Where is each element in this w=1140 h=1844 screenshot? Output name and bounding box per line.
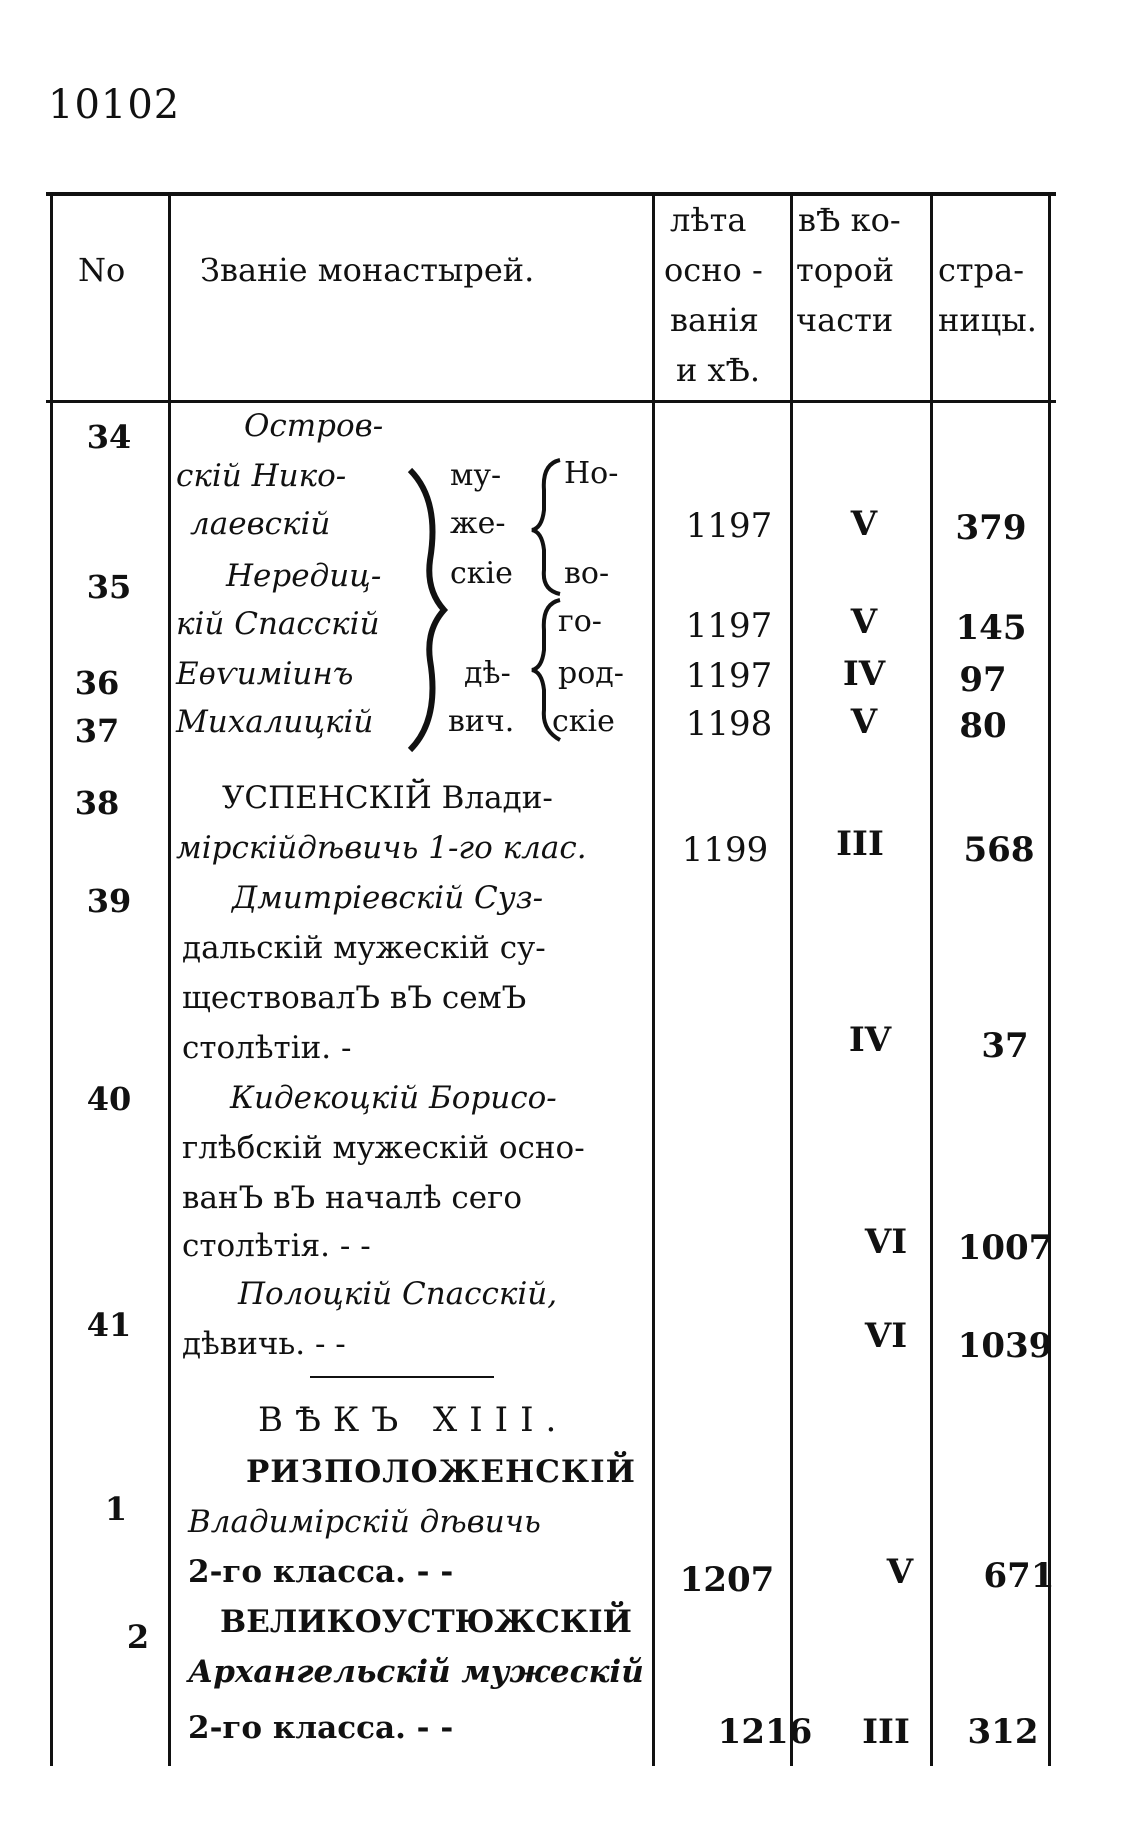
row-name-line: скій Нико-	[176, 458, 347, 494]
right-brace-shape	[530, 450, 564, 750]
row-name-line: 2-го класса. - -	[188, 1554, 454, 1590]
row-part: III	[836, 824, 884, 864]
row-name-line: Архангельскій мужескій	[188, 1654, 644, 1690]
row-name-line: дальскій мужескій су-	[182, 930, 546, 966]
row-name-line: Владимірскій дѣвичь	[188, 1504, 541, 1540]
row-name-line: Нередиц-	[226, 558, 382, 594]
group-right-line: Но-	[564, 456, 619, 491]
row-name-line: столѣтія. - -	[182, 1228, 371, 1264]
row-year: 1216	[717, 1712, 813, 1752]
row-year: 1207	[679, 1560, 775, 1600]
row-no: 2	[126, 1618, 150, 1656]
row-page: 1039	[957, 1326, 1053, 1366]
row-no: 41	[86, 1306, 132, 1344]
header-col-part-3: части	[796, 301, 894, 339]
row-no: 39	[86, 882, 132, 920]
row-no: 35	[86, 568, 132, 606]
row-part: V	[850, 602, 878, 642]
group-right-line: скіе	[552, 704, 615, 739]
row-name-line: Остров-	[244, 408, 384, 444]
row-name-line: кій Спасскій	[176, 606, 380, 642]
row-name-line: 2-го класса. - -	[188, 1710, 454, 1746]
header-col-year-4: и хѢ.	[676, 351, 761, 389]
row-name-line: Дмитріевскій Суз-	[232, 880, 544, 916]
left-bracket-shape	[400, 460, 450, 760]
col-rule-name	[168, 196, 171, 1766]
header-col-name: Званіе монастырей.	[200, 251, 535, 289]
header-col-year-3: ванія	[670, 301, 759, 339]
header-col-year-2: осно -	[664, 251, 763, 289]
table-top-rule	[46, 192, 1056, 196]
row-part: V	[850, 702, 878, 742]
row-year: 1197	[685, 506, 773, 546]
row-no: 38	[74, 784, 120, 822]
row-year: 1197	[685, 606, 773, 646]
section-title: ВѢКЪ XIII.	[258, 1400, 569, 1440]
group-right-line: во-	[564, 556, 610, 591]
row-part: V	[886, 1552, 914, 1592]
col-rule-part	[790, 196, 793, 1766]
row-page: 80	[959, 706, 1007, 746]
row-name-line: мірскійдѣвичь 1-го клас.	[176, 830, 587, 866]
row-page: 379	[955, 508, 1027, 548]
row-name-line: глѣбскій мужескій осно-	[182, 1130, 585, 1166]
row-name-line: дѣвичь. - -	[182, 1326, 346, 1362]
row-name-line: РИЗПОЛОЖЕНСКІЙ	[246, 1454, 636, 1490]
row-page: 671	[983, 1556, 1055, 1596]
row-part: VI	[864, 1316, 908, 1356]
group-center-line: скіе	[450, 556, 513, 591]
row-name-line: Еѳѵиміинъ	[176, 656, 354, 692]
group-center-line: же-	[450, 506, 506, 541]
page-number: 10102	[48, 82, 181, 128]
row-page: 145	[955, 608, 1027, 648]
row-name-line: ществовалЪ вЪ семЪ	[182, 980, 527, 1016]
row-part: III	[862, 1712, 910, 1752]
section-separator	[310, 1376, 494, 1378]
group-right-line: го-	[558, 604, 602, 639]
col-rule-year	[652, 196, 655, 1766]
row-name-line: столѣтіи. -	[182, 1030, 352, 1066]
row-name-line: ванЪ вЪ началѣ сего	[182, 1180, 522, 1216]
row-no: 36	[74, 664, 120, 702]
col-rule-page	[930, 196, 933, 1766]
row-name-line: ВЕЛИКОУСТЮЖСКІЙ	[220, 1604, 632, 1640]
header-col-no: No	[78, 251, 126, 289]
row-no: 40	[86, 1080, 132, 1118]
header-col-page-2: ницы.	[938, 301, 1037, 339]
header-col-page-1: стра-	[938, 251, 1024, 289]
group-right-line: род-	[558, 656, 624, 691]
row-page: 97	[959, 660, 1007, 700]
row-part: IV	[848, 1020, 892, 1060]
row-no: 37	[74, 712, 120, 750]
header-col-year-1: лѣта	[670, 201, 747, 239]
table-left-rule	[50, 196, 53, 1766]
row-part: VI	[864, 1222, 908, 1262]
row-year: 1199	[681, 830, 769, 870]
row-year: 1197	[685, 656, 773, 696]
row-name-line: УСПЕНСКІЙ Влади-	[222, 780, 553, 816]
row-part: V	[850, 504, 878, 544]
row-page: 37	[981, 1026, 1029, 1066]
row-page: 1007	[957, 1228, 1053, 1268]
header-col-part-2: торой	[796, 251, 895, 289]
group-center-line: вич.	[448, 704, 515, 739]
row-page: 312	[967, 1712, 1039, 1752]
row-part: IV	[842, 654, 886, 694]
header-col-part-1: вѢ ко-	[798, 201, 901, 239]
row-name-line: Полоцкій Спасскій,	[238, 1276, 558, 1312]
row-name-line: Кидекоцкій Борисо-	[230, 1080, 557, 1116]
row-year: 1198	[685, 704, 773, 744]
row-no: 34	[86, 418, 132, 456]
group-center-line: му-	[450, 458, 502, 493]
row-name-line: лаевскій	[190, 506, 331, 542]
row-no: 1	[104, 1490, 128, 1528]
row-page: 568	[963, 830, 1035, 870]
header-bottom-rule	[46, 400, 1056, 403]
table-right-rule	[1048, 196, 1051, 1766]
row-name-line: Михалицкій	[176, 704, 374, 740]
group-center-line: дѣ-	[464, 656, 511, 691]
